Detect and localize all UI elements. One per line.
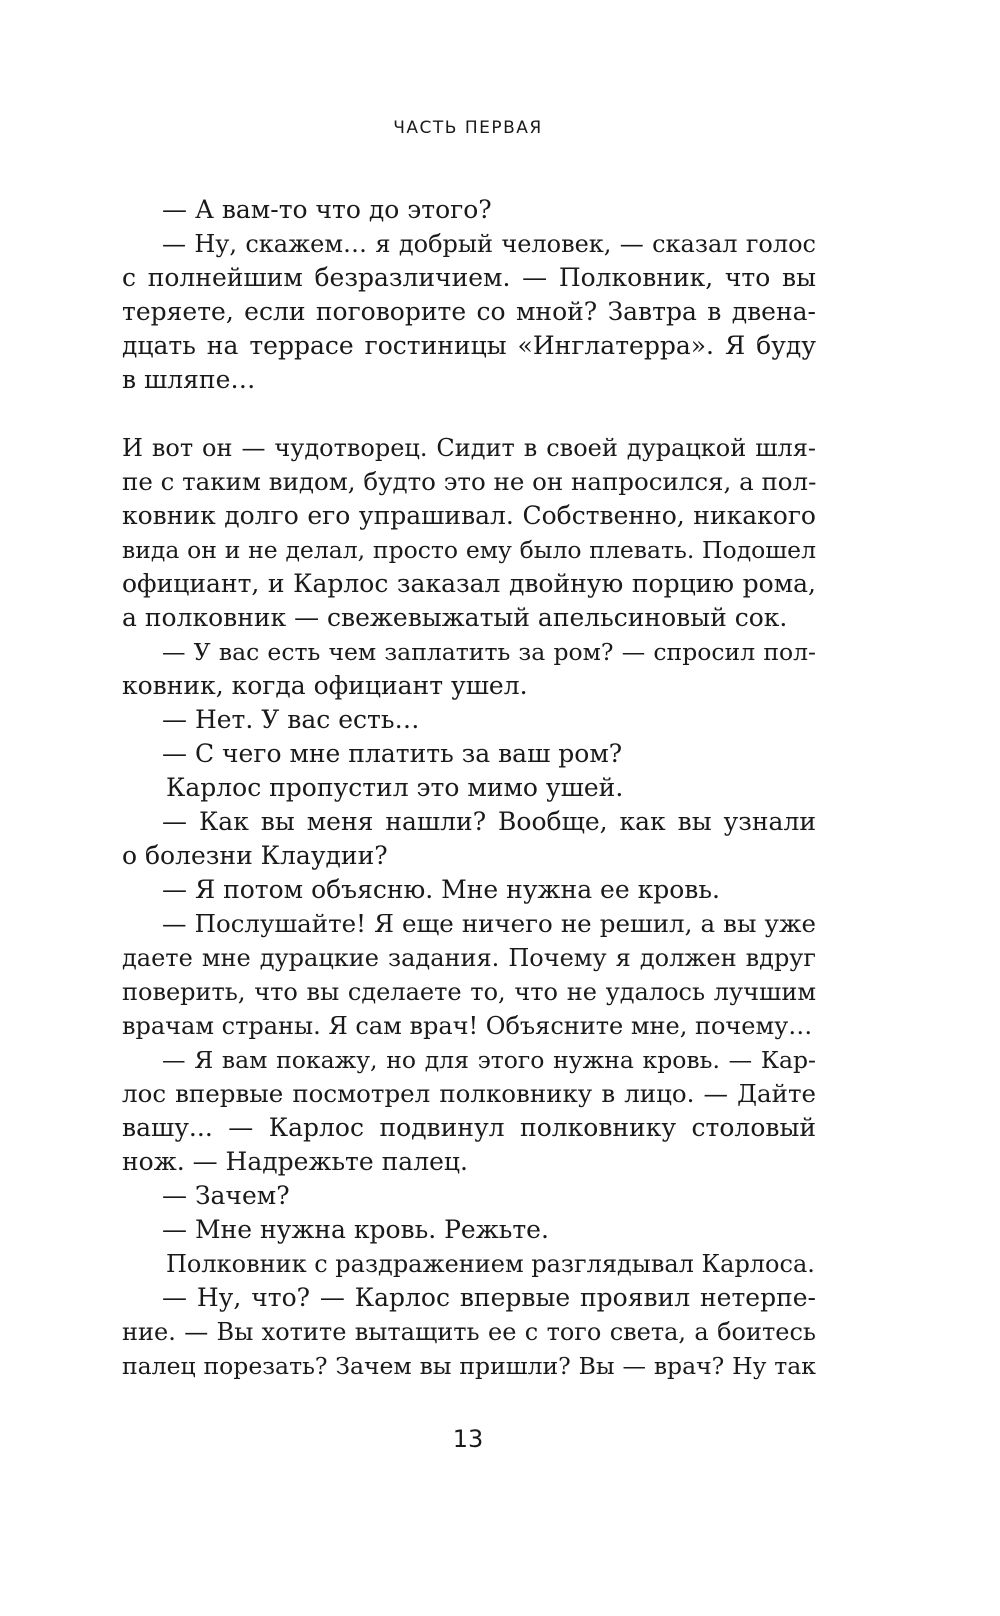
- text-line: нож. — Надрежьте палец.: [122, 1147, 468, 1176]
- text-line: официант, и Карлос заказал двойную порцию рома,: [122, 569, 816, 598]
- text-line: И вот он — чудотворец. Сидит в своей дурацкой шля-: [122, 434, 816, 462]
- text-line: ковник, когда официант ушел.: [122, 671, 528, 700]
- text-line: с полнейшим безразличием. — Полковник, что вы: [122, 263, 816, 292]
- text-line: вашу... — Карлос подвинул полковнику столовый: [122, 1113, 816, 1142]
- text-line: — У вас есть чем заплатить за ром? — спросил пол-: [162, 638, 816, 666]
- text-line: — Послушайте! Я еще ничего не решил, а вы уже: [162, 909, 816, 938]
- text-line: — С чего мне платить за ваш ром?: [162, 739, 623, 768]
- text-line: — Я потом объясню. Мне нужна ее кровь.: [162, 875, 720, 904]
- text-line: — Нет. У вас есть…: [162, 705, 420, 734]
- text-line: врачам страны. Я сам врач! Объясните мне, почему…: [122, 1012, 813, 1040]
- text-line: поверить, что вы сделаете то, что не удалось лучшим: [122, 978, 816, 1006]
- page-number: 13: [452, 1425, 484, 1453]
- text-line: — Зачем?: [162, 1181, 290, 1210]
- text-line: лос впервые посмотрел полковнику в лицо. — Дайте: [122, 1079, 816, 1108]
- text-line: — Как вы меня нашли? Вообще, как вы узнали: [162, 807, 816, 836]
- text-line: — Мне нужна кровь. Режьте.: [162, 1215, 549, 1244]
- running-head: ЧАСТЬ ПЕРВАЯ: [393, 118, 543, 138]
- text-line: даете мне дурацкие задания. Почему я должен вдруг: [122, 944, 816, 972]
- text-line: дцать на террасе гостиницы «Инглатерра». Я буду: [122, 331, 816, 360]
- text-line: — Ну, что? — Карлос впервые проявил нетерпе-: [162, 1283, 816, 1312]
- text-line: Полковник с раздражением разглядывал Карлоса.: [166, 1250, 815, 1278]
- text-line: — Ну, скажем… я добрый человек, — сказал голос: [162, 230, 816, 258]
- text-line: а полковник — свежевыжатый апельсиновый сок.: [122, 603, 788, 632]
- text-line: теряете, если поговорите со мной? Завтра в двена-: [122, 297, 816, 326]
- text-line: — А вам-то что до этого?: [162, 195, 492, 224]
- text-line: ние. — Вы хотите вытащить ее с того света, а боитесь: [122, 1318, 816, 1346]
- paragraph-gap: [122, 397, 816, 431]
- text-line: — Я вам покажу, но для этого нужна кровь. — Кар-: [162, 1046, 816, 1074]
- text-line: в шляпе…: [122, 365, 256, 394]
- text-line: вида он и не делал, просто ему было плевать. Подошел: [122, 536, 816, 564]
- text-line: Карлос пропустил это мимо ушей.: [166, 773, 624, 802]
- body-text: [122, 193, 816, 1383]
- text-line: пе с таким видом, будто это не он напросился, а пол-: [122, 467, 817, 496]
- text-line: ковник долго его упрашивал. Собственно, никакого: [122, 501, 816, 530]
- text-line: палец порезать? Зачем вы пришли? Вы — врач? Ну так: [122, 1352, 816, 1380]
- text-line: о болезни Клаудии?: [122, 841, 388, 870]
